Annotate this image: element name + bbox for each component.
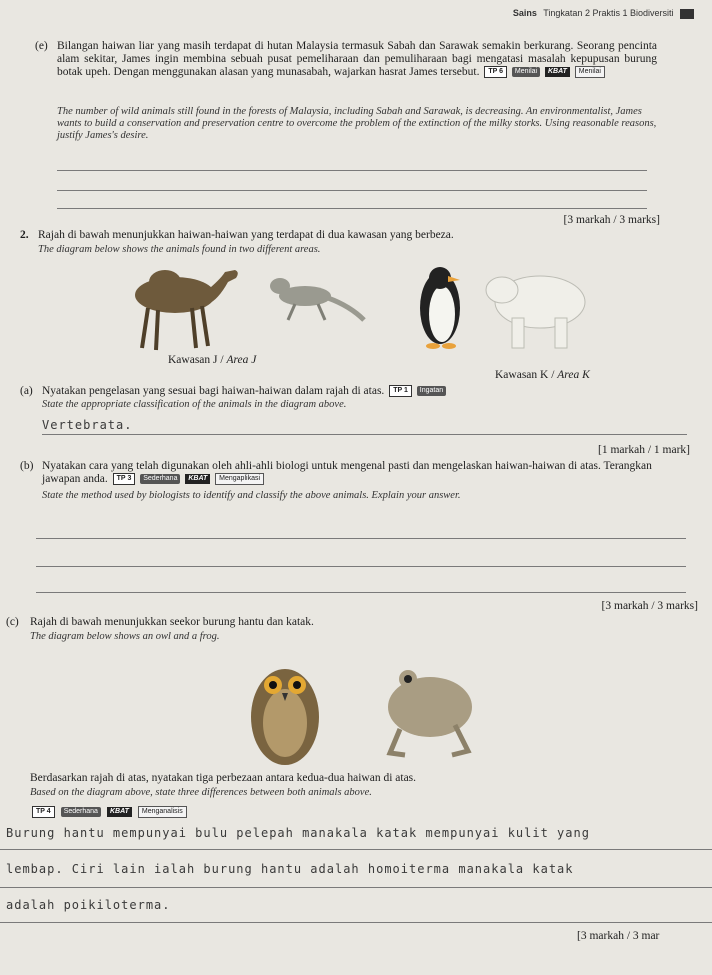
q2a-tp-badge: TP 1 [389,385,412,397]
q2c-prompt-malay: Berdasarkan rajah di atas, nyatakan tiga perbezaan antara kedua-dua haiwan di atas. [30,772,417,784]
camel-image [135,270,238,350]
q2c-answer-1: Burung hantu mempunyai bulu pelepah manakala katak mempunyai kulit yang [6,826,590,840]
q2c-prompt-english: Based on the diagram above, state three differences between both animals above. [30,787,372,798]
header-title: Sains [512,8,537,18]
q1e-marks: [3 markah / 3 marks] [563,214,660,226]
q2-english: The diagram below shows the animals found in two different areas. [38,244,321,255]
q2b-answer-line-3[interactable] [36,592,686,593]
q2c-badges [30,803,187,821]
penguin-image [420,267,460,349]
q1e-kbat-skill-badge: Menilai [575,66,605,78]
q2c-skill-badge: Sederhana [61,807,101,817]
q2c-answer-line-2[interactable] [0,887,712,888]
q2c-kbat-badge: KBAT [107,807,132,817]
q1e-skill-badge: Menilai [512,67,540,77]
q1e-answer-line-1[interactable] [57,170,647,171]
lizard-image [270,278,364,320]
frog-image [388,670,472,755]
q1e-answer-line-3[interactable] [57,208,647,209]
q2a-answer: Vertebrata. [42,418,133,432]
q2a-answer-line[interactable] [42,434,687,435]
q2a-skill-badge: Ingatan [417,386,446,396]
q1e-english: The number of wild animals still found in the forests of Malaysia, including Sabah and Sarawak, is decreasing. An environmentalist, James wants to build a conservation and preservation centre to overcome the problem of the extinction of the milky storks. Using reasonable reasons, justify James's desire. [57,106,657,141]
q1e-malay: Bilangan haiwan liar yang masih terdapat di hutan Malaysia termasuk Sabah dan Sarawak semakin berkurang. Seorang pencinta alam sekitar, James ingin membina sebuah pusat pemeliharaan dan pemuliharaan bagi mengatasi masalah kepupusan burung botak upeh. Dengan menggunakan alasan yang munasabah, wajarkan hasrat James tersebut. [57,40,657,78]
q2b-kbat-badge: KBAT [185,474,210,484]
q2b-label: (b) [20,460,34,472]
book-icon [680,9,694,19]
q2a-malay-text [42,385,682,398]
caption-area-j: Kawasan J / Area J [168,354,257,366]
page-header [513,8,694,19]
q2a-malay: Nyatakan pengelasan yang sesuai bagi haiwan-haiwan dalam rajah di atas. [42,385,385,397]
q2c-tp-badge: TP 4 [32,806,55,818]
q2c-answer-line-1[interactable] [0,849,712,850]
q1e-kbat-badge: KBAT [545,67,570,77]
q2-label: 2. [20,229,29,241]
q2c-label: (c) [6,616,19,628]
q2c-answer-line-3[interactable] [0,922,712,923]
q1e-label: (e) [35,40,48,52]
q2b-tp-badge: TP 3 [113,473,136,485]
q2c-answer-3: adalah poikiloterma. [6,898,171,912]
q2b-answer-line-2[interactable] [36,566,686,567]
header-subtitle: Tingkatan 2 Praktis 1 Biodiversiti [543,8,674,18]
q1e-answer-line-2[interactable] [57,190,647,191]
q1e-malay-text [57,40,657,79]
animals-illustration [100,260,610,360]
q2c-kbat-skill-badge: Menganalisis [138,806,187,818]
q2b-malay-text [42,460,692,486]
q2b-skill-badge: Sederhana [140,474,180,484]
q2c-answer-2: lembap. Ciri lain ialah burung hantu adalah homoiterma manakala katak [6,862,574,876]
q2b-kbat-skill-badge: Mengaplikasi [215,473,264,485]
q2c-malay: Rajah di bawah menunjukkan seekor burung hantu dan katak. [30,616,314,628]
q2a-marks: [1 markah / 1 mark] [598,444,690,456]
q2c-english: The diagram below shows an owl and a frog. [30,631,220,642]
q2a-english: State the appropriate classification of the animals in the diagram above. [42,399,347,410]
owl-image [251,669,319,765]
caption-area-k: Kawasan K / Area K [495,369,590,381]
q1e-tp-badge: TP 6 [484,66,507,78]
q2b-answer-line-1[interactable] [36,538,686,539]
q2b-marks: [3 markah / 3 marks] [601,600,698,612]
q2-malay: Rajah di bawah menunjukkan haiwan-haiwan yang terdapat di dua kawasan yang berbeza. [38,229,454,241]
q2c-marks: [3 markah / 3 mar [577,930,660,942]
q2b-english: State the method used by biologists to identify and classify the above animals. Explain your answer. [42,490,461,501]
polar-bear-image [486,276,585,348]
owl-frog-illustration [240,655,490,770]
q2b-malay: Nyatakan cara yang telah digunakan oleh ahli-ahli biologi untuk mengenal pasti dan mengelaskan haiwan-haiwan di atas. Terangkan jawapan anda. [42,460,652,485]
q2a-label: (a) [20,385,33,397]
